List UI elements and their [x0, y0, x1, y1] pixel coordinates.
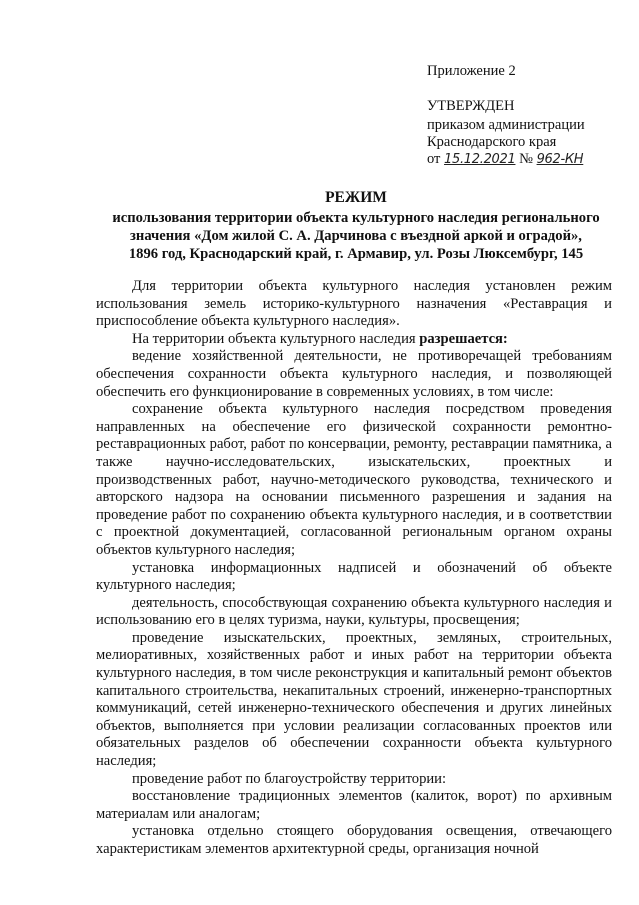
paragraph-2	[96, 331, 612, 349]
paragraph-3: ведение хозяйственной деятельности, не противоречащей требованиям обеспечения сохранности объекта культурного наследия, и позволяющей обеспечить его функционирование в современных условиях, в том числе:	[96, 348, 612, 400]
title-line-1: использования территории объекта культурного наследия регионального	[112, 210, 600, 226]
approval-block	[427, 63, 585, 168]
paragraph-10: установка отдельно стоящего оборудования освещения, отвечающего характеристикам элементов архитектурной среды, организация ночной	[96, 823, 612, 857]
paragraph-2-text: На территории объекта культурного наследия	[132, 330, 420, 347]
paragraph-5: установка информационных надписей и обозначений об объекте культурного наследия;	[96, 559, 612, 594]
document-title-block	[96, 189, 616, 263]
appendix-label: Приложение 2	[427, 63, 516, 79]
paragraph-7: проведение изыскательских, проектных, земляных, строительных, мелиоративных, хозяйственных работ и иных работ на территории объекта культурного наследия, в том числе реконструкция и капитальный ремонт объектов капитального строительства, некапитальных строений, инженерно-транспортных коммуникаций, сетей инженерно-технического обеспечения и других линейных объектов, выполняется при условии реализации согласованных проектов или обязательных разделов об обеспечении сохранности объекта культурного наследия;	[96, 629, 612, 770]
paragraph-9: восстановление традиционных элементов (калиток, ворот) по архивным материалам или аналогам;	[96, 788, 612, 822]
paragraph-1: Для территории объекта культурного наследия установлен режим использования земель историко-культурного назначения «Реставрация и приспособление объекта культурного наследия».	[96, 278, 612, 330]
approved-label: УТВЕРЖДЕН	[427, 98, 515, 114]
document-title: РЕЖИМ	[325, 189, 387, 206]
number-prefix: №	[519, 151, 533, 167]
title-line-3: 1896 год, Краснодарский край, г. Армавир, ул. Розы Люксембург, 145	[128, 246, 584, 262]
handwritten-number: 962-КН	[536, 152, 584, 167]
approval-line-1: приказом администрации	[427, 117, 585, 133]
document-body	[96, 278, 612, 859]
paragraph-6: деятельность, способствующая сохранению объекта культурного наследия и использованию его в целях туризма, науки, культуры, просвещения;	[96, 594, 612, 629]
title-line-2: значения «Дом жилой С. А. Дарчинова с въездной аркой и оградой»,	[130, 228, 582, 244]
paragraph-4: сохранение объекта культурного наследия посредством проведения направленных на обеспечение его физической сохранности ремонтно-реставрационных работ, работ по консервации, ремонту, реставрации памятника, а также научно-исследовательских, изыскательских, проектных и производственных работ, научно-методического руководства, технического и авторского надзора на основании письменного разрешения и задания на проведение работ по сохранению объекта культурного наследия, и в соответствии с проектной документацией, согласованной региональным органом охраны объектов культурного наследия;	[96, 401, 612, 558]
handwritten-date: 15.12.2021	[444, 152, 516, 167]
paragraph-8: проведение работ по благоустройству территории:	[132, 770, 447, 787]
paragraph-2-bold: разрешается:	[419, 330, 508, 347]
approval-date-line	[427, 151, 585, 168]
approval-line-2: Краснодарского края	[427, 134, 557, 150]
date-prefix: от	[427, 151, 441, 167]
